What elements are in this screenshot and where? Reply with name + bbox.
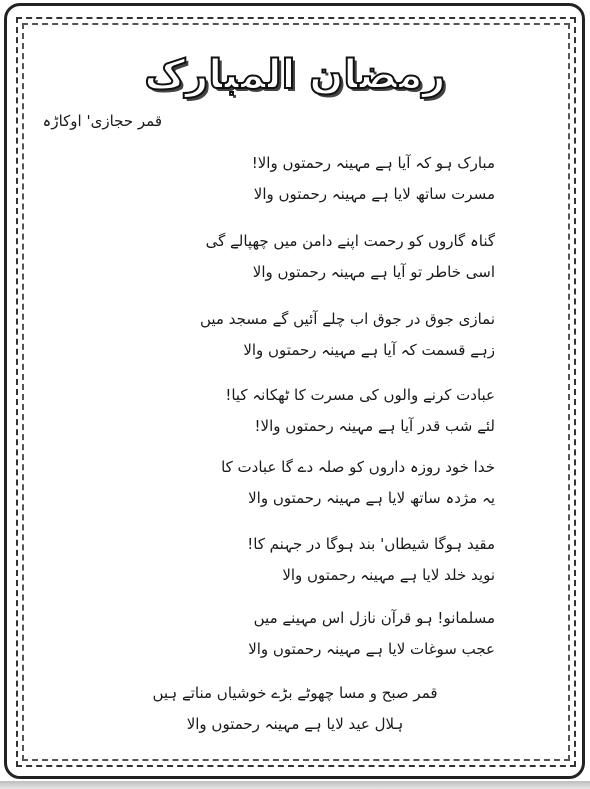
- closing-verse-line: قمر صبح و مسا چھوٹے بڑے خوشیاں مناتے ہیں: [152, 684, 438, 702]
- verse-line: خدا خود روزہ داروں کو صلہ دے گا عبادت کا: [221, 458, 495, 476]
- verse-line: عبادت کرنے والوں کی مسرت کا ٹھکانہ کیا!: [225, 386, 495, 404]
- verse-line: مسلمانو! ہو قرآن نازل اس مہینے میں: [253, 609, 495, 627]
- closing-verse-line: ہلال عید لایا ہے مہینہ رحمتوں والا: [186, 715, 404, 733]
- verse-line: مبارک ہو کہ آیا ہے مہینہ رحمتوں والا!: [251, 154, 495, 172]
- verse-line: گناہ گاروں کو رحمت اپنے دامن میں چھپالے گی: [205, 232, 495, 250]
- verse-line: عجب سوغات لایا ہے مہینہ رحمتوں والا: [248, 640, 495, 658]
- verse-line: مسرت ساتھ لایا ہے مہینہ رحمتوں والا: [253, 185, 495, 203]
- page-bottom-edge: [0, 781, 590, 789]
- verse-line: نوید خلد لایا ہے مہینہ رحمتوں والا: [282, 566, 495, 584]
- verse-line: یہ مژدہ ساتھ لایا ہے مہینہ رحمتوں والا: [248, 489, 495, 507]
- verse-line: مقید ہوگا شیطاں' بند ہوگا در جہنم کا!: [247, 535, 495, 553]
- verse-line: زہے قسمت کہ آیا ہے مہینہ رحمتوں والا: [243, 341, 495, 359]
- verse-line: نمازی جوق در جوق اب چلے آئیں گے مسجد میں: [199, 310, 495, 328]
- verse-line: اسی خاطر تو آیا ہے مہینہ رحمتوں والا: [252, 263, 495, 281]
- verse-line: لئے شب قدر آیا ہے مہینہ رحمتوں والا!: [254, 417, 495, 435]
- poet-name: قمر حجازی' اوکاڑہ: [42, 112, 162, 130]
- poem-title: رمضان المبارک: [144, 52, 446, 98]
